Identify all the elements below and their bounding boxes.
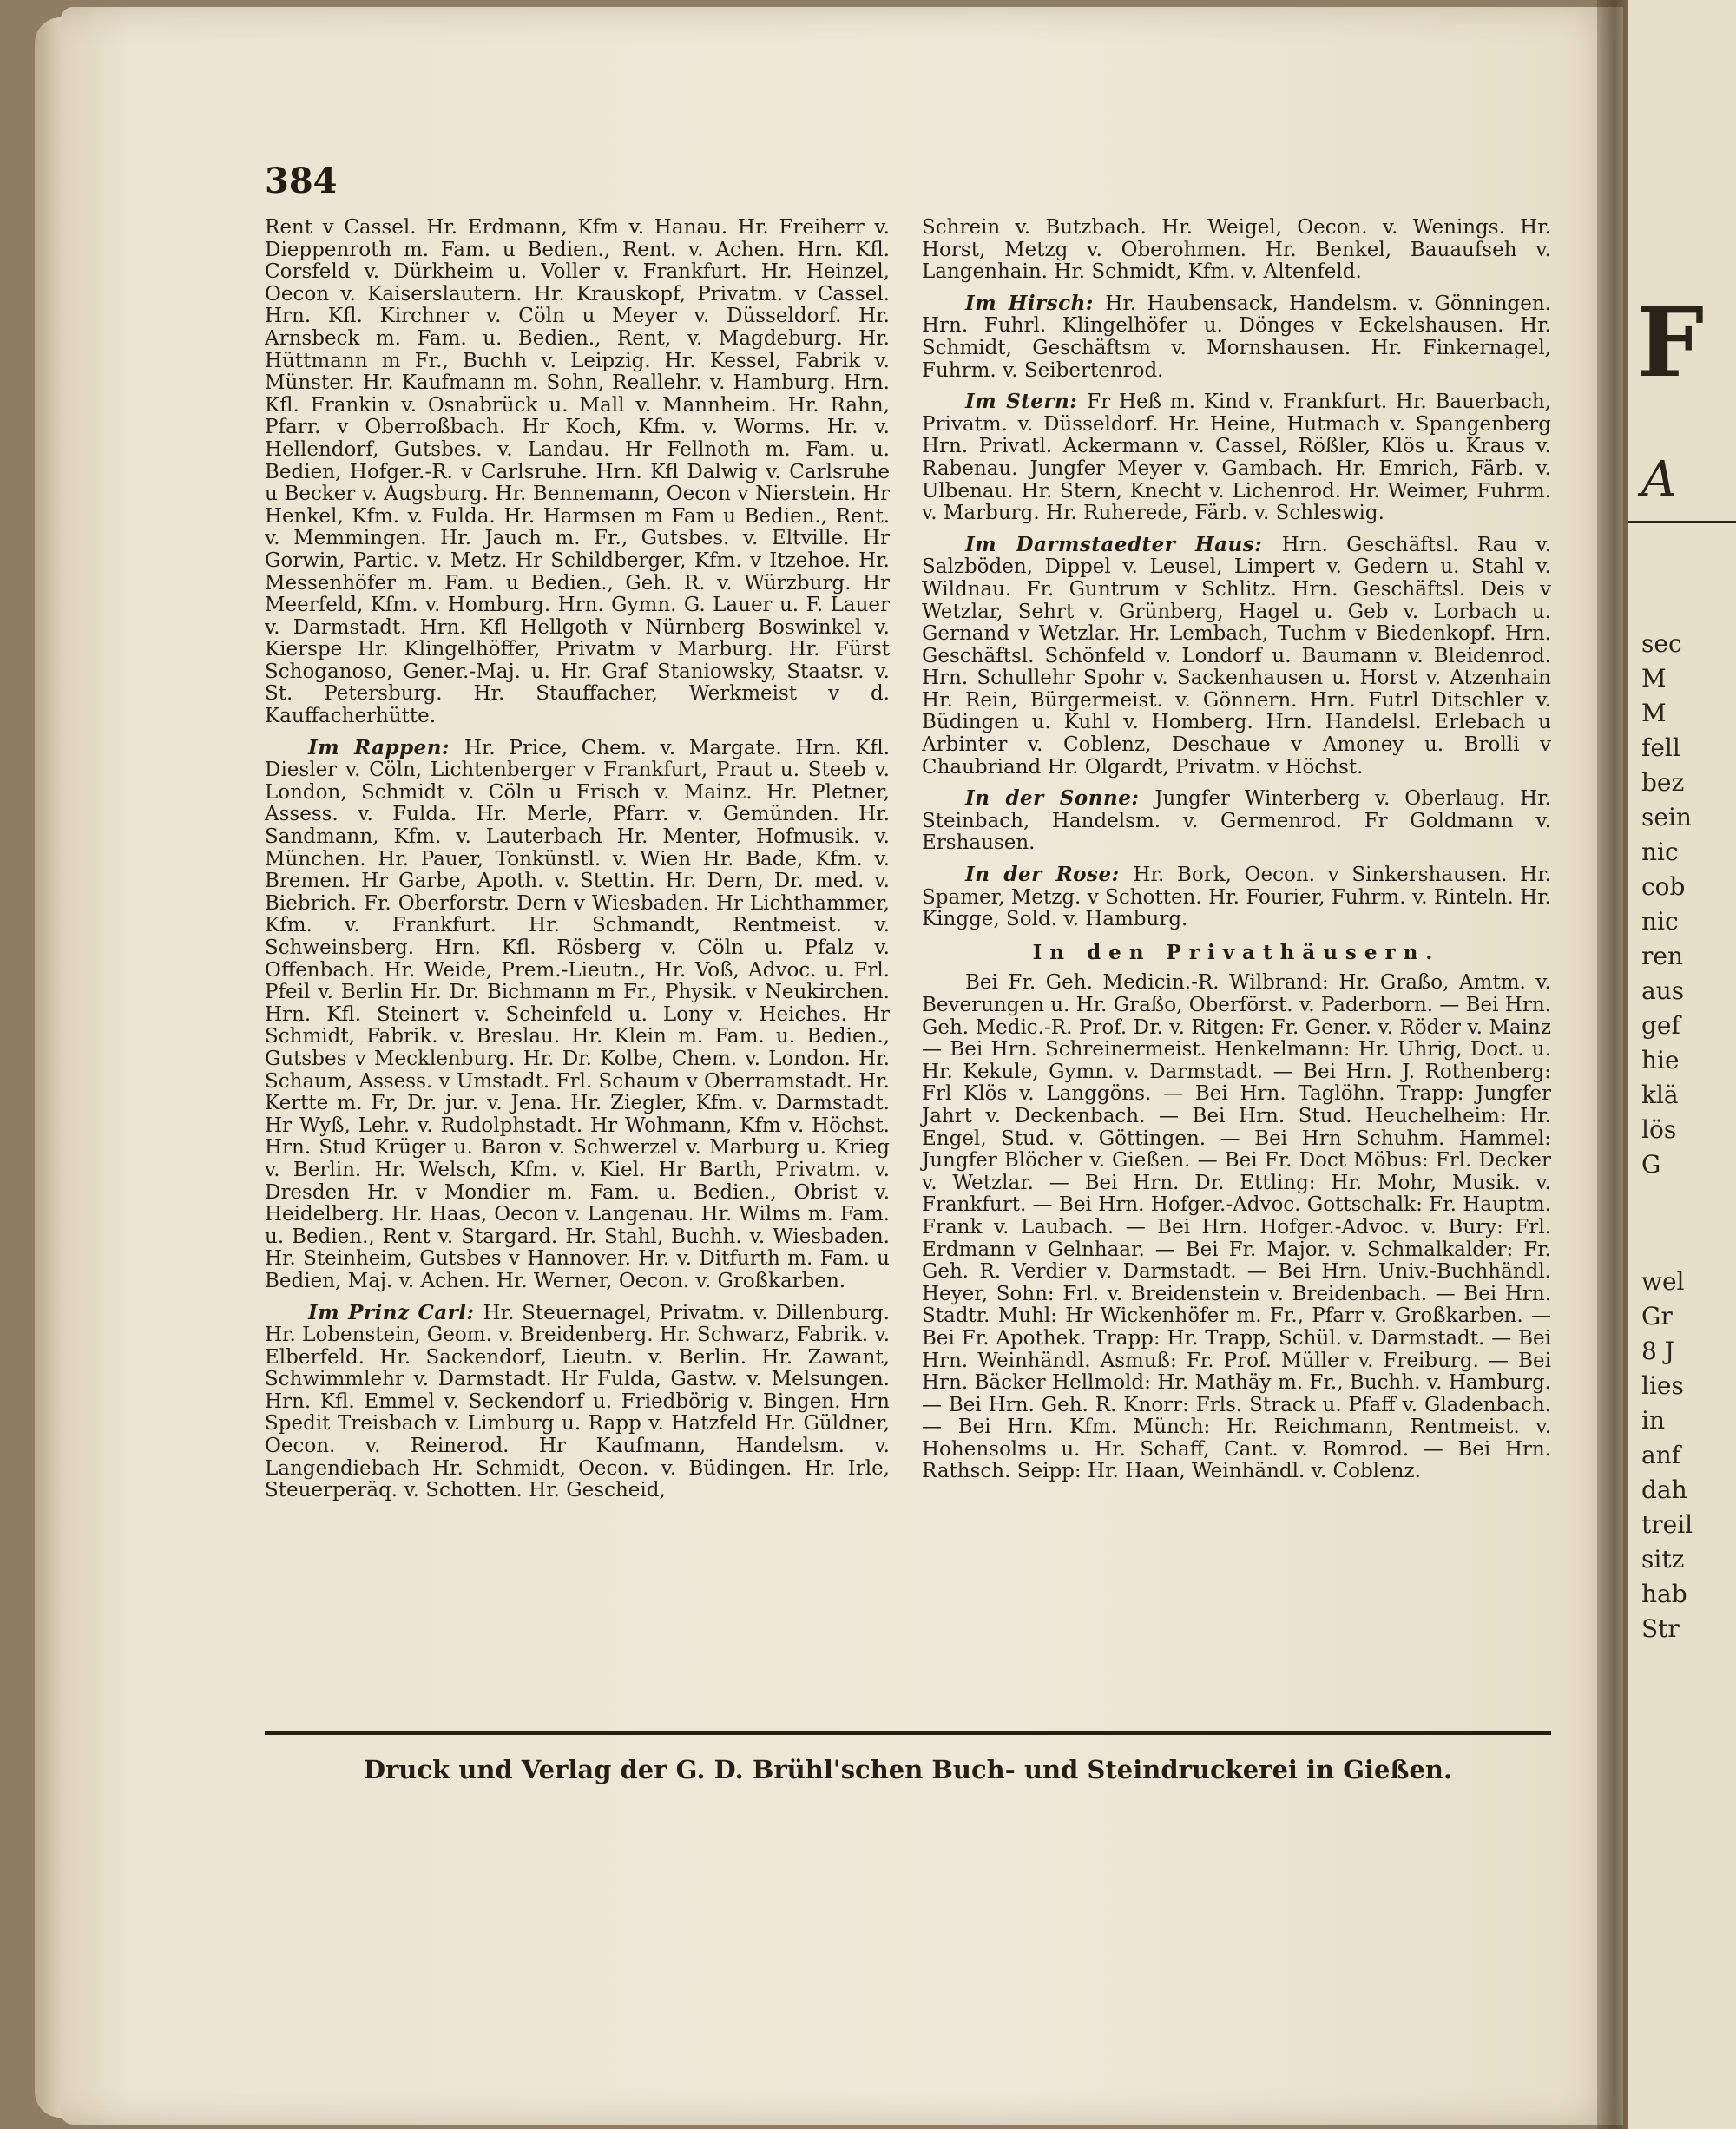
adjacent-page [1628,0,1736,2129]
adjacent-page-big-letter: F [1636,286,1705,398]
adjacent-page-fragment: lies [1641,1371,1684,1400]
entry-text: Hrn. Geschäftsl. Rau v. Salzböden, Dippel v. Leusel, Limpert v. Gedern u. Stahl v. Wildnau. Fr. Guntrum v Schlitz. Hrn. Geschäftsl. Deis v Wetzlar, Sehrt v. Grünberg, Hagel u. Geb v. Lorbach u. Gernand v Wetzlar. Hr. Lembach, Tuchm v Biedenkopf. Hrn. Geschäftsl. Schönfeld v. Londorf u. Baumann v. Bleidenrod. Hrn. Schullehr Spohr v. Sackenhausen u. Horst v. Atzenhain Hr. Rein, Bürgermeist. v. Gönnern. Hrn. Futrl Ditschler v. Büdingen u. Kuhl v. Homberg. Hrn. Handelsl. Erlebach u Arbinter v. Coblenz, Deschaue v Amoney u. Brolli v Chaubriand Hr. Olgardt, Privatm. v Höchst. [922,533,1551,779]
adjacent-page-fragment: M [1641,664,1667,693]
inn-heading: Im Rappen: [308,735,464,759]
inn-heading: Im Stern: [965,390,1088,414]
right-column-entry [922,217,1551,284]
left-column-entry [265,737,890,1293]
right-column-entry [922,787,1551,855]
entry-text: Hr. Haubensack, Handelsm. v. Gönningen. Hrn. Fuhrl. Klingelhöfer u. Dönges v Eckelshausen. Hr. Schmidt, Geschäftsm v. Mornshausen. Hr. Finkernagel, Fuhrm. v. Seibertenrod. [922,292,1551,382]
inn-heading: Im Hirsch: [965,291,1106,315]
imprint-footer: Druck und Verlag der G. D. Brühl'schen Buch- und Steindruckerei in Gießen. [363,1755,1453,1784]
entry-text: Fr Heß m. Kind v. Frankfurt. Hr. Bauerbach, Privatm. v. Düsseldorf. Hr. Heine, Hutmach v. Spangenberg Hrn. Privatl. Ackermann v. Cassel, Rößler, Klös u. Kraus v. Rabenau. Jungfer Meyer v. Gambach. Hr. Emrich, Färb. v. Ulbenau. Hr. Stern, Knecht v. Lichenrod. Hr. Weimer, Fuhrm. v. Marburg. Hr. Ruherede, Färb. v. Schleswig. [922,391,1551,525]
right-column [922,217,1551,1492]
adjacent-page-fragment: dah [1641,1475,1687,1504]
right-column-entry [922,292,1551,382]
adjacent-page-fragment: nic [1641,907,1679,936]
adjacent-page-fragment: wel [1641,1267,1685,1296]
adjacent-page-fragment: gef [1641,1011,1680,1040]
adjacent-page-fragment: bez [1641,768,1685,797]
entry-text: Schrein v. Butzbach. Hr. Weigel, Oecon. v. Wenings. Hr. Horst, Metzg v. Oberohmen. Hr. Benkel, Bauaufseh v. Langenhain. Hr. Schmidt, Kfm. v. Altenfeld. [922,216,1551,284]
inn-heading: Im Darmstaedter Haus: [965,532,1282,556]
adjacent-page-fragment: Gr [1641,1302,1673,1331]
right-column-entries [922,217,1551,931]
adjacent-page-fragment: nic [1641,838,1679,866]
adjacent-page-fragment: ren [1641,942,1683,970]
book-gutter [1597,0,1632,2129]
private-section-text: Bei Fr. Geh. Medicin.-R. Wilbrand: Hr. Graßo, Amtm. v. Beverungen u. Hr. Graßo, Oberförst. v. Paderborn. — Bei Hrn. Geh. Medic.-R. Prof. Dr. v. Ritgen: Fr. Gener. v. Röder v. Mainz — Bei Hrn. Schreinermeist. Henkelmann: Hr. Uhrig, Doct. u. Hr. Kekule, Gymn. v. Darmstadt. — Bei Hrn. J. Rothenberg: Frl Klös v. Langgöns. — Bei Hrn. Taglöhn. Trapp: Jungfer Jahrt v. Deckenbach. — Bei Hrn. Stud. Heuchelheim: Hr. Engel, Stud. v. Göttingen. — Bei Hrn Schuhm. Hammel: Jungfer Blöcher v. Gießen. — Bei Fr. Doct Möbus: Frl. Decker v. Wetzlar. — Bei Hrn. Dr. Ettling: Hr. Mohr, Musik. v. Frankfurt. — Bei Hrn. Hofger.-Advoc. Gottschalk: Fr. Hauptm. Frank v. Laubach. — Bei Hrn. Hofger.-Advoc. v. Bury: Frl. Erdmann v Gelnhaar. — Bei Fr. Major. v. Schmalkalder: Fr. Geh. R. Verdier v. Darmstadt. — Bei Hrn. Univ.-Buchhändl. Heyer, Sohn: Frl. v. Breidenstein v. Breidenbach. — Bei Hrn. Stadtr. Muhl: Hr Wickenhöfer m. Fr., Pfarr v. Großkarben. — Bei Fr. Apothek. Trapp: Hr. Trapp, Schül. v. Darmstadt. — Bei Hrn. Weinhändl. Asmuß: Fr. Prof. Müller v. Freiburg. — Bei Hrn. Bäcker Hellmold: Hr. Mathäy m. Fr., Buchh. v. Hamburg. — Bei Hrn. Geh. R. Knorr: Frls. Strack u. Pfaff v. Gladenbach. — Bei Hrn. Kfm. Münch: Hr. Reichmann, Rentmeist. v. Hohensolms u. Hr. Schaff, Cant. v. Romrod. — Bei Hrn. Rathsch. Seipp: Hr. Haan, Weinhändl. v. Coblenz. [922,971,1551,1483]
entry-text: Jungfer Winterberg v. Oberlaug. Hr. Steinbach, Handelsm. v. Germenrod. Fr Goldmann v. Ershausen. [922,787,1551,855]
adjacent-page-fragment: fell [1641,733,1680,762]
entry-text: Rent v Cassel. Hr. Erdmann, Kfm v. Hanau. Hr. Freiherr v. Dieppenroth m. Fam. u Bedien., Rent. v. Achen. Hrn. Kfl. Corsfeld v. Dürkheim u. Voller v. Frankfurt. Hr. Heinzel, Oecon v. Kaiserslautern. Hr. Krauskopf, Privatm. v Cassel. Hrn. Kfl. Kirchner v. Cöln u Meyer v. Düsseldorf. Hr. Arnsbeck m. Fam. u. Bedien., Rent, v. Magdeburg. Hr. Hüttmann m Fr., Buchh v. Leipzig. Hr. Kessel, Fabrik v. Münster. Hr. Kaufmann m. Sohn, Reallehr. v. Hamburg. Hrn. Kfl. Frankin v. Osnabrück u. Mall v. Mannheim. Hr. Rahn, Pfarr. v Oberroßbach. Hr Koch, Kfm. v. Worms. Hr. v. Hellendorf, Gutsbes. v. Landau. Hr Fellnoth m. Fam. u. Bedien, Hofger.-R. v Carlsruhe. Hrn. Kfl Dalwig v. Carlsruhe u Becker v. Augsburg. Hr. Bennemann, Oecon v Nierstein. Hr Henkel, Kfm. v. Fulda. Hr. Harmsen m Fam u Bedien., Rent. v. Memmingen. Hr. Jauch m. Fr., Gutsbes. v. Eltville. Hr Gorwin, Partic. v. Metz. Hr Schildberger, Kfm. v Itzehoe. Hr. Messenhöfer m. Fam. u Bedien., Geh. R. v. Würzburg. Hr Meerfeld, Kfm. v. Homburg. Hrn. Gymn. G. Lauer u. F. Lauer v. Darmstadt. Hrn. Kfl Hellgoth v Nürnberg Boswinkel v. Kierspe Hr. Klingelhöffer, Privatm v Marburg. Hr. Fürst Schoganoso, Gener.-Maj. u. Hr. Graf Staniowsky, Staatsr. v. St. Petersburg. Hr. Stauffacher, Werkmeist v d. Kauffacherhütte. [265,216,890,728]
right-column-entry [922,391,1551,525]
adjacent-page-fragment: M [1641,699,1667,727]
adjacent-page-fragment: sitz [1641,1545,1685,1574]
adjacent-page-letter: A [1641,451,1677,508]
adjacent-page-fragment: in [1641,1406,1665,1435]
left-column [265,217,890,1511]
adjacent-page-fragment: anf [1641,1441,1681,1469]
adjacent-page-fragment: hie [1641,1046,1680,1074]
entry-text: Hr. Steuernagel, Privatm. v. Dillenburg. Hr. Lobenstein, Geom. v. Breidenberg. Hr. Schwarz, Fabrik. v. Elberfeld. Hr. Sackendorf, Lieutn. v. Berlin. Hr. Zawant, Schwimmlehr v. Darmstadt. Hr Fulda, Gastw. v. Melsungen. Hrn. Kfl. Emmel v. Seckendorf u. Friedbörig v. Bingen. Hrn Spedit Treisbach v. Limburg u. Rapp v. Hatzfeld Hr. Güldner, Oecon. v. Reinerod. Hr Kaufmann, Handelsm. v. Langendiebach Hr. Schmidt, Oecon. v. Büdingen. Hr. Irle, Steuerperäq. v. Schotten. Hr. Gescheid, [265,1301,890,1502]
adjacent-page-fragment: sein [1641,803,1692,831]
entry-text: Hr. Bork, Oecon. v Sinkershausen. Hr. Spamer, Metzg. v Schotten. Hr. Fourier, Fuhrm. v. Rinteln. Hr. Kingge, Sold. v. Hamburg. [922,864,1551,931]
adjacent-page-fragment: 8 J [1641,1337,1674,1365]
left-column-entry [265,217,890,728]
adjacent-page-fragment: sec [1641,629,1682,658]
adjacent-page-rule [1628,521,1736,523]
adjacent-page-fragment: aus [1641,976,1685,1005]
entry-text: Hr. Price, Chem. v. Margate. Hrn. Kfl. Diesler v. Cöln, Lichtenberger v Frankfurt, Praut u. Steeb v. London, Schmidt v. Cöln u Frisch v. Mainz. Hr. Pletner, Assess. v. Fulda. Hr. Merle, Pfarr. v. Gemünden. Hr. Sandmann, Kfm. v. Lauterbach Hr. Menter, Hofmusik. v. München. Hr. Pauer, Tonkünstl. v. Wien Hr. Bade, Kfm. v. Bremen. Hr Garbe, Apoth. v. Stettin. Hr. Dern, Dr. med. v. Biebrich. Fr. Oberforstr. Dern v Wiesbaden. Hr Lichthammer, Kfm. v. Frankfurt. Hr. Schmandt, Rentmeist. v. Schweinsberg. Hrn. Kfl. Rösberg v. Cöln u. Pfalz v. Offenbach. Hr. Weide, Prem.-Lieutn., Hr. Voß, Advoc. u. Frl. Pfeil v. Berlin Hr. Dr. Bichmann m Fr., Physik. v Neukirchen. Hrn. Kfl. Steinert v. Scheinfeld u. Lony v. Heiches. Hr Schmidt, Fabrik. v. Breslau. Hr. Klein m. Fam. u. Bedien., Gutsbes v Mecklenburg. Hr. Dr. Kolbe, Chem. v. London. Hr. Schaum, Assess. v Umstadt. Frl. Schaum v Oberramstadt. Hr. Kertte m. Fr, Dr. jur. v. Jena. Hr. Ziegler, Kfm. v. Darmstadt. Hr Wyß, Lehr. v. Rudolphstadt. Hr Wohmann, Kfm v. Höchst. Hrn. Stud Krüger u. Baron v. Schwerzel v. Marburg u. Krieg v. Berlin. Hr. Welsch, Kfm. v. Kiel. Hr Barth, Privatm. v. Dresden Hr. v Mondier m. Fam. u. Bedien., Obrist v. Heidelberg. Hr. Haas, Oecon v. Langenau. Hr. Wilms m. Fam. u. Bedien., Rent v. Stargard. Hr. Stahl, Buchh. v. Wiesbaden. Hr. Steinheim, Gutsbes v Hannover. Hr. v. Ditfurth m. Fam. u Bedien, Maj. v. Achen. Hr. Werner, Oecon. v. Großkarben. [265,736,891,1292]
inn-heading: In der Sonne: [965,786,1155,811]
adjacent-page-fragment: lös [1641,1115,1677,1144]
inn-heading: Im Prinz Carl: [308,1300,483,1324]
footer-rule [265,1731,1551,1735]
adjacent-page-fragment: G [1641,1150,1661,1179]
private-section-title: In den Privathäusern. [1032,940,1441,964]
adjacent-page-fragment: hab [1641,1580,1687,1608]
inn-heading: In der Rose: [965,863,1134,887]
right-column-entry [922,864,1551,931]
page-number: 384 [265,161,338,201]
adjacent-page-fragment: Str [1641,1614,1680,1643]
adjacent-page-fragment: klä [1641,1081,1679,1109]
adjacent-page-fragment: treil [1641,1510,1693,1539]
right-column-entry [922,534,1551,779]
adjacent-page-fragment: cob [1641,872,1686,901]
left-column-entry [265,1302,890,1502]
